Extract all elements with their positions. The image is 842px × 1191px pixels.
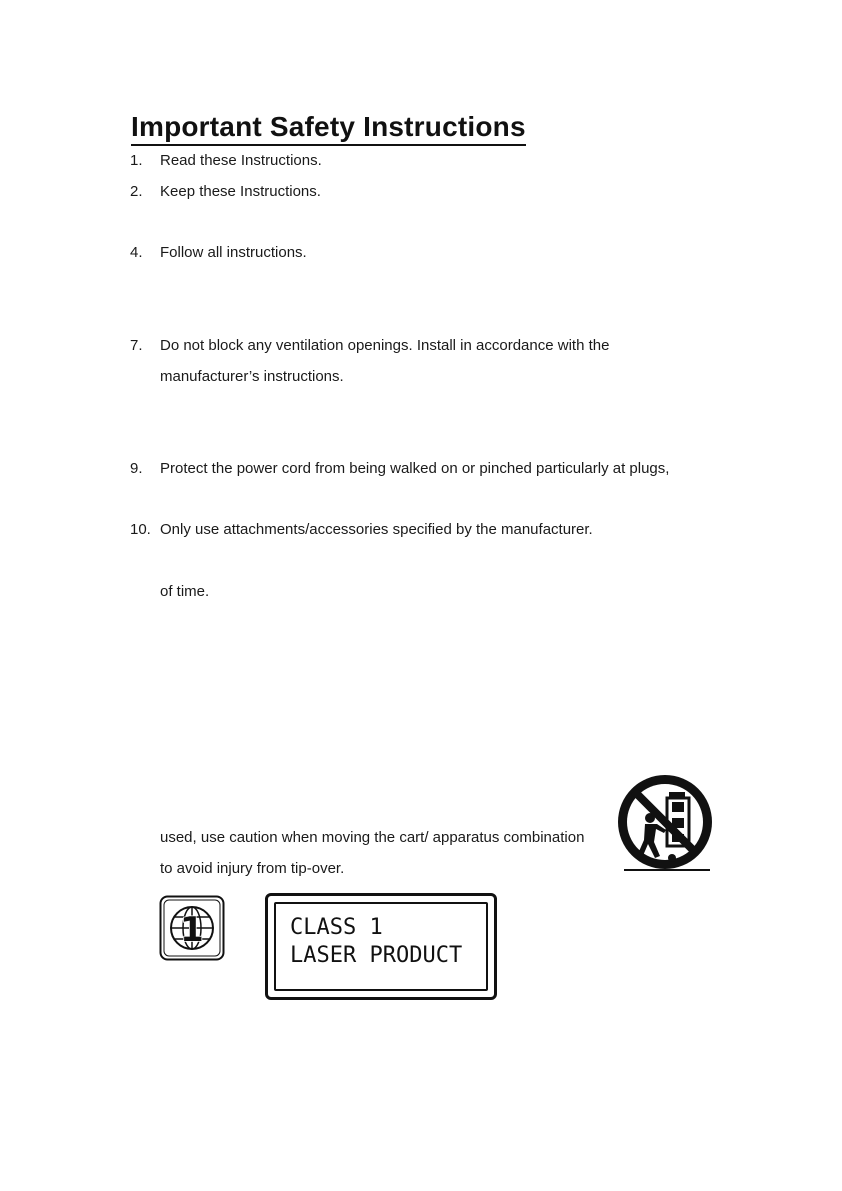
laser-product-line: LASER PRODUCT [290, 943, 463, 968]
laser-class-line: CLASS 1 [290, 915, 383, 940]
page-title: Important Safety Instructions [131, 110, 526, 146]
item-number: 7. [130, 337, 143, 354]
item-text: Keep these Instructions. [160, 183, 321, 200]
item-text: Read these Instructions. [160, 152, 322, 169]
item-number: 9. [130, 460, 143, 477]
item-number: 1. [130, 152, 143, 169]
item-text: manufacturer’s instructions. [160, 368, 344, 385]
item-number: 10. [130, 521, 151, 538]
item-text: Do not block any ventilation openings. Install in accordance with the [160, 337, 610, 354]
item-text: to avoid injury from tip-over. [160, 860, 345, 877]
globe-region-code-icon [159, 895, 225, 961]
item-number: 2. [130, 183, 143, 200]
cart-tip-over-warning-icon [612, 772, 718, 878]
item-text: used, use caution when moving the cart/ apparatus combination [160, 829, 585, 846]
laser-class-label [265, 893, 497, 1000]
item-text: Protect the power cord from being walked on or pinched particularly at plugs, [160, 460, 670, 477]
item-text: Only use attachments/accessories specified by the manufacturer. [160, 521, 593, 538]
item-number: 4. [130, 244, 143, 261]
item-text: Follow all instructions. [160, 244, 307, 261]
laser-label-text [276, 904, 486, 989]
region-code-number: 1 [180, 910, 204, 950]
item-text: of time. [160, 583, 210, 600]
